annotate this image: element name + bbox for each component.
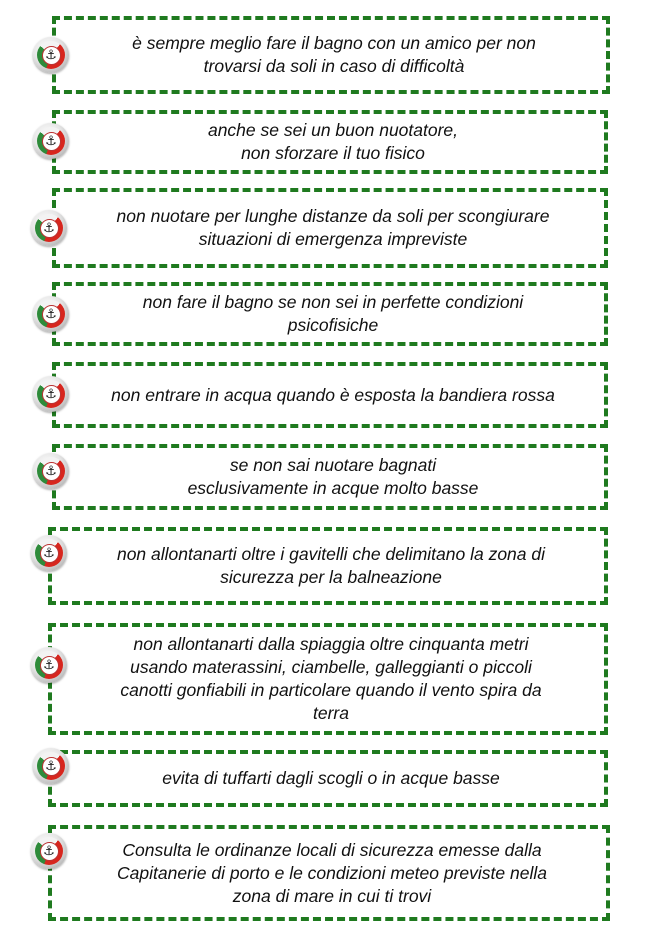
rule-box bbox=[52, 16, 610, 94]
rule-box bbox=[48, 527, 608, 605]
anchor-icon: ⚓ bbox=[31, 833, 67, 869]
rule-text: evita di tuffarti dagli scogli o in acque basse bbox=[162, 768, 500, 788]
anchor-icon: ⚓ bbox=[33, 748, 69, 784]
rule-text: non allontanarti dalla spiaggia oltre cinquanta metri usando materassini, ciambelle, galleggianti o piccoli canotti gonfiabili in particolare quando il vento spira da terra bbox=[120, 634, 542, 723]
rule-box bbox=[48, 623, 608, 735]
rule-box bbox=[48, 750, 608, 807]
rule-text: non entrare in acqua quando è esposta la bandiera rossa bbox=[111, 384, 555, 405]
rule-text: non allontanarti oltre i gavitelli che delimitano la zona di sicurezza per la balneazione bbox=[116, 544, 546, 587]
anchor-icon: ⚓ bbox=[33, 376, 69, 412]
rule-box bbox=[52, 110, 608, 174]
rule-text: non nuotare per lunghe distanze da soli per scongiurare situazioni di emergenza impreviste bbox=[116, 206, 550, 249]
anchor-icon: ⚓ bbox=[33, 296, 69, 332]
rule-text: Consulta le ordinanze locali di sicurezza emesse dalla Capitanerie di porto e le condizioni meteo previste nella zona di mare in cui ti trovi bbox=[117, 839, 547, 906]
rule-text: è sempre meglio fare il bagno con un amico per non trovarsi da soli in caso di difficoltà bbox=[132, 33, 536, 76]
anchor-icon: ⚓ bbox=[33, 37, 69, 73]
anchor-icon: ⚓ bbox=[33, 453, 69, 489]
anchor-icon: ⚓ bbox=[31, 210, 67, 246]
rule-box bbox=[52, 362, 608, 428]
anchor-icon: ⚓ bbox=[31, 647, 67, 683]
rule-text: anche se sei un buon nuotatore, non sforzare il tuo fisico bbox=[207, 120, 459, 163]
rule-box bbox=[48, 825, 610, 921]
rule-box bbox=[52, 282, 608, 346]
rule-box bbox=[52, 444, 608, 510]
rule-box bbox=[52, 188, 608, 268]
rule-text: se non sai nuotare bagnati esclusivamente in acque molto basse bbox=[187, 455, 479, 498]
anchor-icon: ⚓ bbox=[33, 123, 69, 159]
rule-text: non fare il bagno se non sei in perfette condizioni psicofisiche bbox=[142, 292, 524, 335]
anchor-icon: ⚓ bbox=[31, 535, 67, 571]
